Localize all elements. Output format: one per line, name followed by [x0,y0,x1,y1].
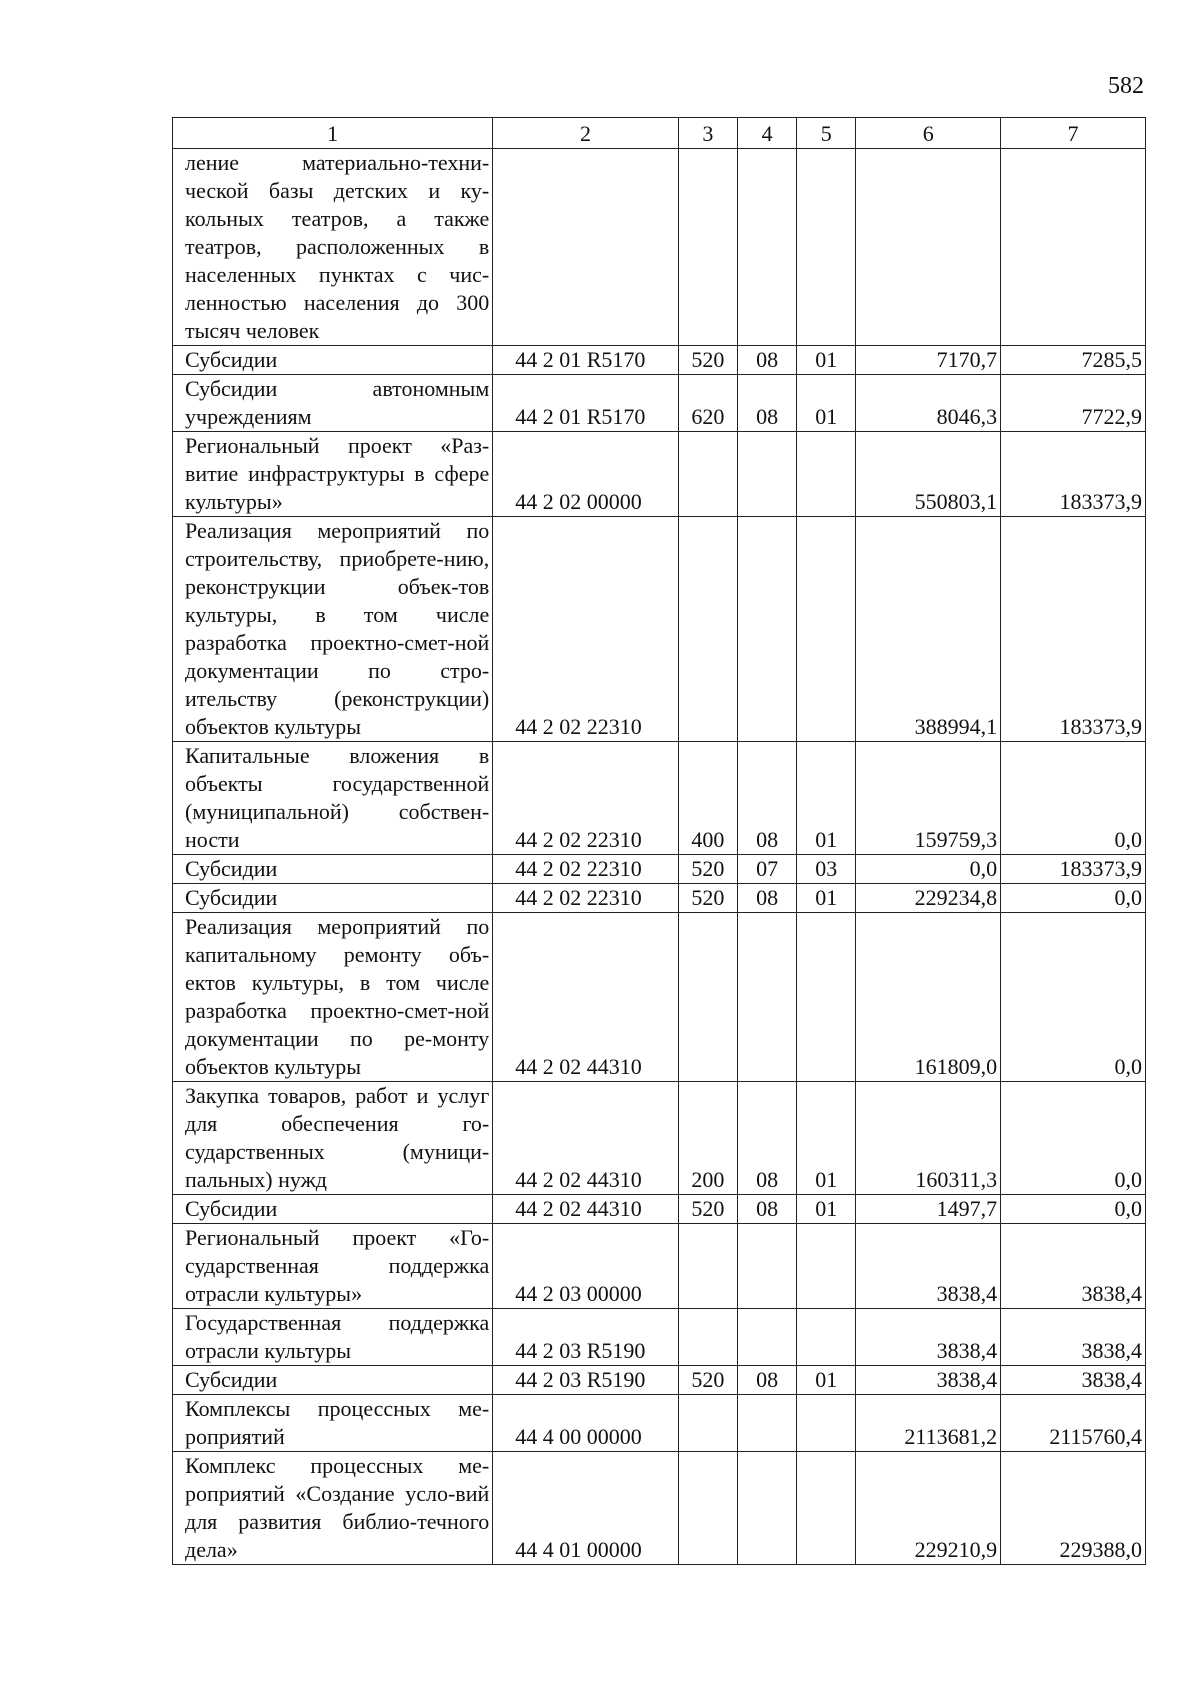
cell-name: Комплексы процессных ме-роприятий [173,1395,493,1452]
cell-name: Субсидии [173,346,493,375]
table-row [173,1366,1146,1395]
cell-name: Закупка товаров, работ и услуг для обеспечения го-сударственных (муници-пальных) нужд [173,1082,493,1195]
cell-name: Региональный проект «Раз-витие инфраструктуры в сфере культуры» [173,432,493,517]
header-col-6: 6 [856,118,1001,149]
cell-amount-1: 1497,7 [856,1195,1001,1224]
cell-expense-type: 200 [678,1082,737,1195]
table-row [173,884,1146,913]
cell-expense-type: 520 [678,884,737,913]
cell-amount-1: 159759,3 [856,742,1001,855]
header-col-4: 4 [738,118,797,149]
cell-section [738,149,797,346]
cell-section: 08 [738,1195,797,1224]
table-row [173,346,1146,375]
cell-expense-type: 520 [678,1366,737,1395]
cell-expense-type [678,517,737,742]
cell-amount-1: 229234,8 [856,884,1001,913]
cell-section [738,1309,797,1366]
cell-subsection [797,1452,856,1565]
cell-name: Региональный проект «Го-сударственная поддержка отрасли культуры» [173,1224,493,1309]
table-row [173,1082,1146,1195]
cell-subsection [797,517,856,742]
table-row [173,855,1146,884]
cell-subsection [797,1224,856,1309]
cell-amount-2: 2115760,4 [1001,1395,1146,1452]
cell-code: 44 2 02 22310 [493,742,679,855]
cell-amount-2: 0,0 [1001,742,1146,855]
cell-section [738,432,797,517]
cell-amount-2: 0,0 [1001,1082,1146,1195]
cell-name: Реализация мероприятий по строительству, приобрете-нию, реконструкции объек-тов культуры, в том числе разработка проектно-смет-ной документации по стро-ительству (реконструкции) объектов культуры [173,517,493,742]
cell-amount-1: 3838,4 [856,1366,1001,1395]
cell-amount-2: 0,0 [1001,913,1146,1082]
table-row [173,1395,1146,1452]
cell-expense-type: 620 [678,375,737,432]
cell-expense-type [678,149,737,346]
cell-name: Субсидии автономным учреждениям [173,375,493,432]
cell-name: Субсидии [173,1195,493,1224]
cell-section [738,913,797,1082]
cell-amount-2: 0,0 [1001,1195,1146,1224]
cell-amount-1: 550803,1 [856,432,1001,517]
header-col-2: 2 [493,118,679,149]
cell-subsection: 01 [797,1366,856,1395]
table-row [173,1224,1146,1309]
cell-amount-2: 7285,5 [1001,346,1146,375]
table-row [173,375,1146,432]
cell-code: 44 2 02 22310 [493,517,679,742]
cell-expense-type: 520 [678,346,737,375]
cell-subsection: 01 [797,346,856,375]
cell-amount-1: 3838,4 [856,1224,1001,1309]
cell-amount-1: 388994,1 [856,517,1001,742]
cell-amount-2: 0,0 [1001,884,1146,913]
cell-name: Реализация мероприятий по капитальному ремонту объ-ектов культуры, в том числе разработка проектно-смет-ной документации по ре-монту объектов культуры [173,913,493,1082]
table-row [173,1452,1146,1565]
cell-section: 08 [738,884,797,913]
cell-section: 08 [738,346,797,375]
cell-name: Субсидии [173,1366,493,1395]
cell-subsection [797,913,856,1082]
cell-amount-2: 3838,4 [1001,1224,1146,1309]
table-row [173,1195,1146,1224]
cell-code: 44 4 01 00000 [493,1452,679,1565]
cell-amount-1: 7170,7 [856,346,1001,375]
cell-expense-type [678,1309,737,1366]
cell-name: Комплекс процессных ме-роприятий «Создание усло-вий для развития библио-течного дела» [173,1452,493,1565]
cell-amount-1: 3838,4 [856,1309,1001,1366]
page-number: 582 [1108,73,1144,99]
cell-section: 08 [738,742,797,855]
cell-subsection: 01 [797,884,856,913]
cell-code: 44 2 03 R5190 [493,1309,679,1366]
cell-expense-type: 520 [678,1195,737,1224]
cell-amount-1: 229210,9 [856,1452,1001,1565]
header-col-1: 1 [173,118,493,149]
table-body [173,149,1146,1565]
cell-name: Субсидии [173,855,493,884]
cell-amount-1: 0,0 [856,855,1001,884]
header-row [173,118,1146,149]
cell-section [738,1224,797,1309]
cell-amount-2 [1001,149,1146,346]
cell-expense-type [678,1395,737,1452]
cell-code: 44 2 03 00000 [493,1224,679,1309]
cell-code [493,149,679,346]
table-row [173,742,1146,855]
cell-expense-type [678,432,737,517]
cell-code: 44 2 02 44310 [493,913,679,1082]
cell-expense-type [678,913,737,1082]
cell-code: 44 2 02 22310 [493,884,679,913]
cell-amount-2: 3838,4 [1001,1366,1146,1395]
cell-code: 44 2 02 44310 [493,1195,679,1224]
cell-code: 44 2 02 22310 [493,855,679,884]
cell-amount-2: 183373,9 [1001,855,1146,884]
cell-subsection: 01 [797,1082,856,1195]
cell-subsection: 01 [797,375,856,432]
header-col-3: 3 [678,118,737,149]
cell-code: 44 4 00 00000 [493,1395,679,1452]
cell-name: Субсидии [173,884,493,913]
cell-code: 44 2 01 R5170 [493,375,679,432]
cell-amount-2: 229388,0 [1001,1452,1146,1565]
cell-amount-2: 3838,4 [1001,1309,1146,1366]
budget-table [172,117,1146,1565]
cell-code: 44 2 02 00000 [493,432,679,517]
cell-amount-1: 2113681,2 [856,1395,1001,1452]
cell-subsection: 01 [797,742,856,855]
cell-amount-1: 161809,0 [856,913,1001,1082]
cell-amount-1 [856,149,1001,346]
cell-name: Капитальные вложения в объекты государственной (муниципальной) собствен-ности [173,742,493,855]
table-row [173,432,1146,517]
table-row [173,913,1146,1082]
cell-amount-2: 7722,9 [1001,375,1146,432]
cell-section: 07 [738,855,797,884]
cell-expense-type: 400 [678,742,737,855]
cell-amount-2: 183373,9 [1001,517,1146,742]
cell-expense-type: 520 [678,855,737,884]
cell-section [738,517,797,742]
cell-code: 44 2 02 44310 [493,1082,679,1195]
table-row [173,1309,1146,1366]
header-col-5: 5 [797,118,856,149]
cell-subsection [797,149,856,346]
cell-amount-1: 160311,3 [856,1082,1001,1195]
cell-name: Государственная поддержка отрасли культуры [173,1309,493,1366]
cell-code: 44 2 01 R5170 [493,346,679,375]
cell-section: 08 [738,375,797,432]
cell-expense-type [678,1452,737,1565]
table-row [173,149,1146,346]
cell-section [738,1395,797,1452]
cell-subsection [797,1309,856,1366]
header-col-7: 7 [1001,118,1146,149]
cell-code: 44 2 03 R5190 [493,1366,679,1395]
cell-section: 08 [738,1366,797,1395]
cell-expense-type [678,1224,737,1309]
cell-subsection: 01 [797,1195,856,1224]
cell-section: 08 [738,1082,797,1195]
cell-section [738,1452,797,1565]
cell-name: ление материально-техни-ческой базы детских и ку-кольных театров, а также театров, расположенных в населенных пунктах с чис-ленностью населения до 300 тысяч человек [173,149,493,346]
cell-subsection: 03 [797,855,856,884]
cell-amount-1: 8046,3 [856,375,1001,432]
cell-subsection [797,432,856,517]
cell-amount-2: 183373,9 [1001,432,1146,517]
cell-subsection [797,1395,856,1452]
table-row [173,517,1146,742]
